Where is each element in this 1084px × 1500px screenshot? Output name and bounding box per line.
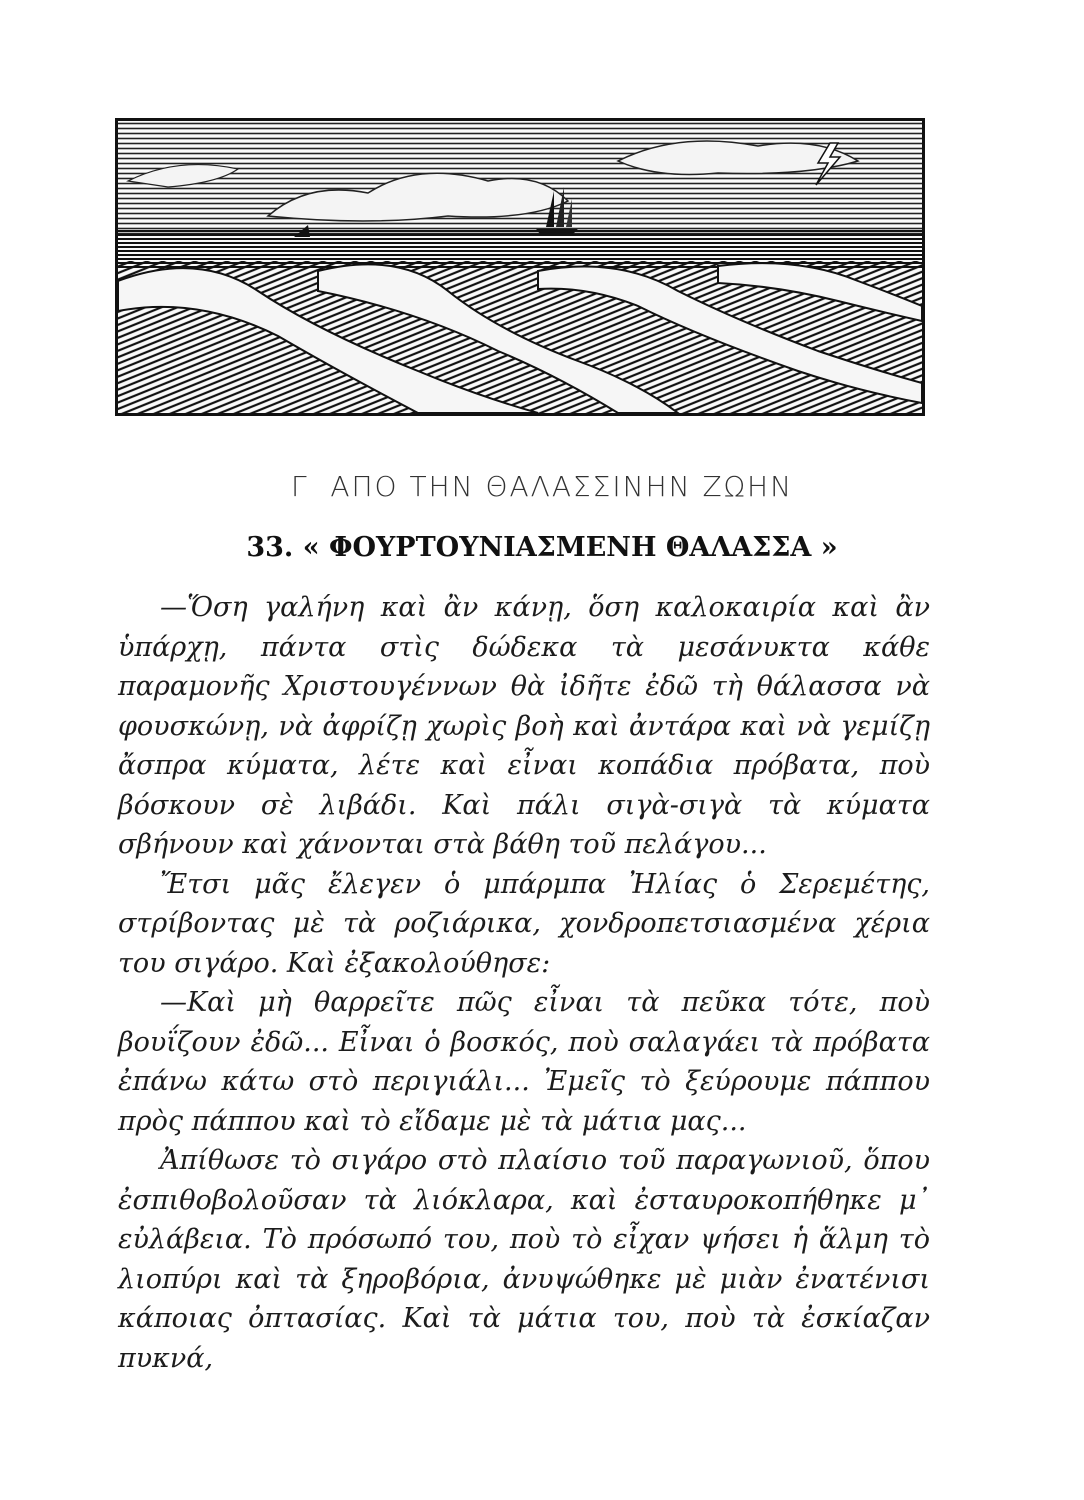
body-text [118,588,930,1378]
sea-engraving [118,121,922,413]
section-heading: Γ ΑΠΟ ΤΗΝ ΘΑΛΑΣΣΙΝΗΝ ΖΩΗΝ [290,470,794,503]
paragraph: Ἔτσι μᾶς ἔλεγεν ὁ μπάρμπα Ἠλίας ὁ Σερεμέτης, στρίβοντας μὲ τὰ ροζιάρικα, χονδροπετσιασμένα χέρια του σιγάρο. Καὶ ἐξακολούθησε: [118,868,930,979]
paragraph: —Ὅση γαλήνη καὶ ἂν κάνῃ, ὅση καλοκαιρία καὶ ἂν ὑπάρχῃ, πάντα στὶς δώδεκα τὰ μεσάνυκτα κάθε παραμονῆς Χριστουγέννων θὰ ἰδῆτε ἐδῶ τὴ θάλασσα νὰ φουσκώνῃ, νὰ ἀφρίζῃ χωρὶς βοὴ καὶ ἀντάρα καὶ νὰ γεμίζῃ ἄσπρα κύματα, λέτε καὶ εἶναι κοπάδια πρόβατα, ποὺ βόσκουν σὲ λιβάδι. Καὶ πάλι σιγὰ-σιγὰ τὰ κύματα σβήνουν καὶ χάνονται στὰ βάθη τοῦ πελάγου... [118,592,930,860]
paragraph: Ἀπίθωσε τὸ σιγάρο στὸ πλαίσιο τοῦ παραγωνιοῦ, ὅπου ἐσπιθοβολοῦσαν τὰ λιόκλαρα, καὶ ἐσταυροκοπήθηκε μ᾿ εὐλάβεια. Τὸ πρόσωπό του, ποὺ τὸ εἶχαν ψήσει ἡ ἅλμη τὸ λιοπύρι καὶ τὰ ξηροβόρια, ἀνυψώθηκε μὲ μιὰν ἐνατένισι κάποιας ὀπτασίας. Καὶ τὰ μάτια του, ποὺ τὰ ἐσκίαζαν πυκνά, [118,1145,930,1374]
stormy-sea-illustration [115,118,925,416]
chapter-title: 33. « ΦΟΥΡΤΟΥΝΙΑΣΜΕΝΗ ΘΑΛΑΣΣΑ » [246,532,838,563]
paragraph: —Καὶ μὴ θαρρεῖτε πῶς εἶναι τὰ πεῦκα τότε, ποὺ βουΐζουν ἐδῶ... Εἶναι ὁ βοσκός, ποὺ σαλαγάει τὰ πρόβατα ἐπάνω κάτω στὸ περιγιάλι... Ἐμεῖς τὸ ξεύρουμε πάππου πρὸς πάππου καὶ τὸ εἴδαμε μὲ τὰ μάτια μας... [118,987,930,1137]
